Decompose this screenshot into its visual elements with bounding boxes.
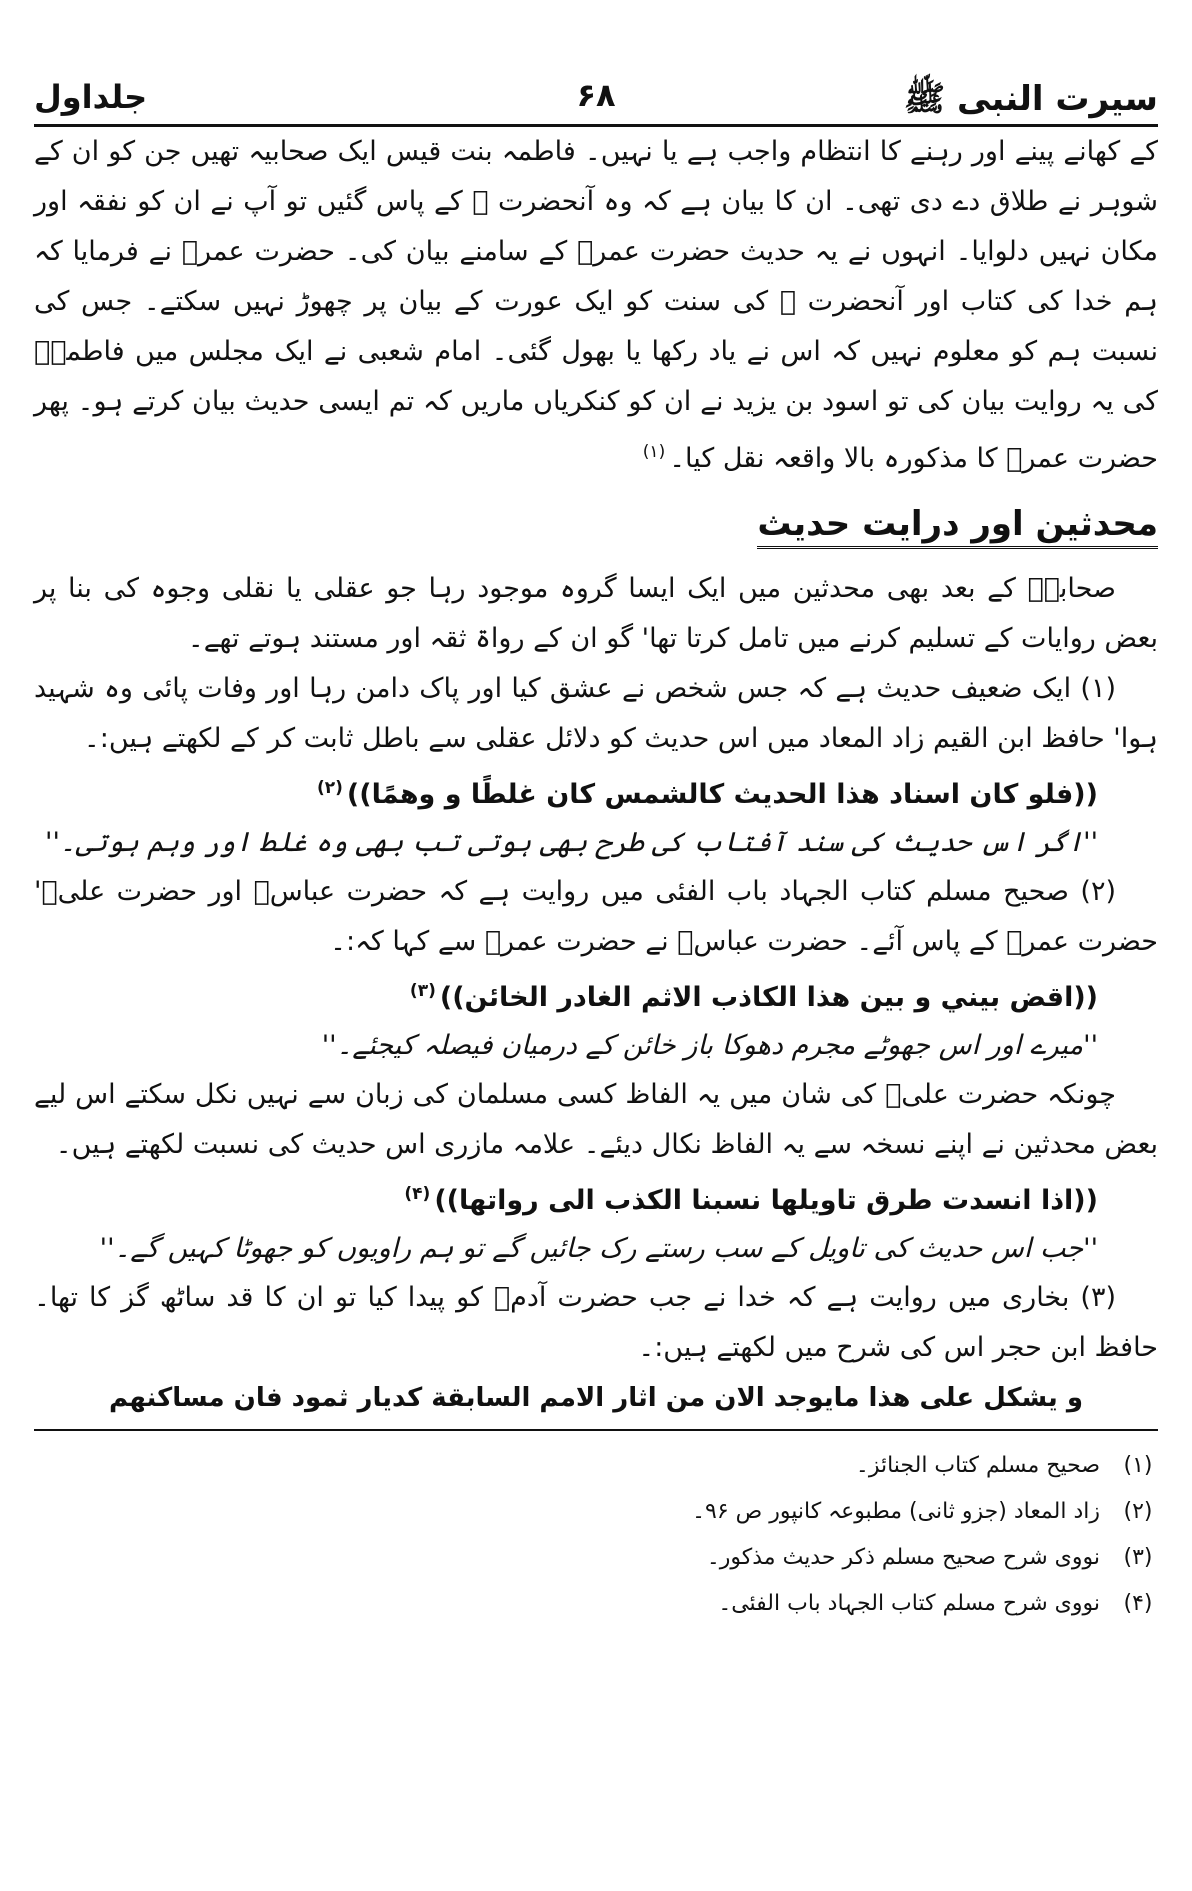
arabic-quote-1-text: ((فلو كان اسناد هذا الحديث كالشمس كان غلطًا و وهمًا)) xyxy=(346,779,1098,810)
section-body xyxy=(34,564,1158,764)
page-number: ۶۸ xyxy=(576,76,616,114)
translation-2: ''میرے اور اس جھوٹے مجرم دھوکا باز خائن کے درمیان فیصلہ کیجئے۔'' xyxy=(321,1030,1098,1061)
footnote-text: زاد المعاد (جزو ثانی) مطبوعہ کانپور ص ۹۶۔ xyxy=(692,1499,1100,1524)
footnote-number: (۱) xyxy=(1123,1453,1153,1478)
footnote-ref-1: (۱) xyxy=(642,442,666,462)
footnote-text: نووی شرح مسلم کتاب الجہاد باب الفئی۔ xyxy=(718,1591,1100,1616)
paragraph-3: (۱) ایک ضعیف حدیث ہے کہ جس شخص نے عشق کیا اور پاک دامن رہا اور وفات پائی وہ شہید ہوا' حافظ ابن القیم زاد المعاد میں اس حدیث کو دلائل عقلی سے باطل ثابت کر کے لکھتے ہیں:۔ xyxy=(34,673,1158,754)
arabic-quote-4: و يشكل على هذا مايوجد الان من اثار الامم السابقة كديار ثمود فان مساكنهم xyxy=(108,1383,1083,1413)
footnote-text: صحیح مسلم کتاب الجنائز۔ xyxy=(855,1453,1100,1478)
footnote-3 xyxy=(34,1535,1158,1581)
arabic-quote-1 xyxy=(34,764,1158,819)
footnote-number: (۴) xyxy=(1123,1591,1153,1616)
paragraph-1 xyxy=(34,127,1158,484)
footnote-text: نووی شرح صحیح مسلم ذکر حدیث مذکور۔ xyxy=(706,1545,1100,1570)
section-body-2 xyxy=(34,867,1158,967)
footnote-number: (۳) xyxy=(1123,1545,1153,1570)
arabic-quote-2 xyxy=(34,967,1158,1022)
paragraph-5: چونکہ حضرت علیؓ کی شان میں یہ الفاظ کسی مسلمان کی زبان سے نہیں نکل سکتے اس لیے بعض محدثین نے اپنے نسخہ سے یہ الفاظ نکال دیئے۔ علامہ مازری اس حدیث کی نسبت لکھتے ہیں۔ xyxy=(34,1079,1158,1160)
section-heading-text: محدثین اور درایت حدیث xyxy=(757,504,1158,549)
footnote-ref-4: (۴) xyxy=(404,1184,431,1204)
arabic-quote-3-text: ((اذا انسدت طرق تاويلها نسبنا الكذب الى رواتها)) xyxy=(434,1185,1098,1216)
page-header xyxy=(34,70,1158,127)
footnote-2 xyxy=(34,1489,1158,1535)
paragraph-4: (۲) صحیح مسلم کتاب الجہاد باب الفئی میں روایت ہے کہ حضرت عباسؓ اور حضرت علیؓ' حضرت عمرؓ کے پاس آئے۔ حضرت عباسؓ نے حضرت عمرؓ سے کہا کہ:۔ xyxy=(34,876,1158,957)
translation-3: ''جب اس حدیث کی تاویل کے سب رستے رک جائیں گے تو ہم راویوں کو جھوٹا کہیں گے۔'' xyxy=(99,1233,1098,1264)
translation-1: ''اگر اس حدیث کی سند آفتاب کی طرح بھی ہوتی تب بھی وہ غلط اور وہم ہوتی۔'' xyxy=(45,827,1098,858)
section-heading xyxy=(34,504,1158,558)
footnote-4 xyxy=(34,1581,1158,1627)
footnotes xyxy=(34,1443,1158,1627)
section-body-4 xyxy=(34,1273,1158,1373)
arabic-quote-3 xyxy=(34,1170,1158,1225)
footnote-divider xyxy=(34,1429,1158,1431)
paragraph-1-text: کے کھانے پینے اور رہنے کا انتظام واجب ہے یا نہیں۔ فاطمہ بنت قیس ایک صحابیہ تھیں جن کو ان کے شوہر نے طلاق دے دی تھی۔ ان کا بیان ہے کہ وہ آنحضرت ﷺ کے پاس گئیں تو آپ نے ان کو نفقہ اور مکان نہیں دلوایا۔ انہوں نے یہ حدیث حضرت عمرؓ کے سامنے بیان کی۔ حضرت عمرؓ نے فرمایا کہ ہم خدا کی کتاب اور آنحضرت ﷺ کی سنت کو ایک عورت کے بیان پر چھوڑ نہیں سکتے۔ جس کی نسبت ہم کو معلوم نہیں کہ اس نے یاد رکھا یا بھول گئی۔ امام شعبی نے ایک مجلس میں فاطمہؓ کی یہ روایت بیان کی تو اسود بن یزید نے ان کو کنکریاں ماریں کہ تم ایسی حدیث بیان کرتے ہو۔ پھر حضرت عمرؓ کا مذکورہ بالا واقعہ نقل کیا۔ xyxy=(34,136,1158,474)
volume-label: جلداول xyxy=(34,78,148,116)
footnote-number: (۲) xyxy=(1123,1499,1153,1524)
paragraph-2: صحابہؓ کے بعد بھی محدثین میں ایک ایسا گروہ موجود رہا جو عقلی یا نقلی وجوہ کی بنا پر بعض روایات کے تسلیم کرنے میں تامل کرتا تھا' گو ان کے رواۃ ثقہ اور مستند ہوتے تھے۔ xyxy=(34,573,1158,654)
arabic-quote-2-text: ((اقض بيني و بين هذا الكاذب الاثم الغادر الخائن)) xyxy=(439,982,1098,1013)
footnote-1 xyxy=(34,1443,1158,1489)
section-body-3 xyxy=(34,1070,1158,1170)
book-title: سیرت النبی ﷺ xyxy=(904,79,1158,119)
main-text xyxy=(34,127,1158,484)
paragraph-6: (۳) بخاری میں روایت ہے کہ خدا نے جب حضرت آدمؑ کو پیدا کیا تو ان کا قد ساٹھ گز کا تھا۔ حافظ ابن حجر اس کی شرح میں لکھتے ہیں:۔ xyxy=(34,1282,1158,1363)
footnote-ref-3: (۳) xyxy=(409,981,436,1001)
footnote-ref-2: (۲) xyxy=(316,778,343,798)
